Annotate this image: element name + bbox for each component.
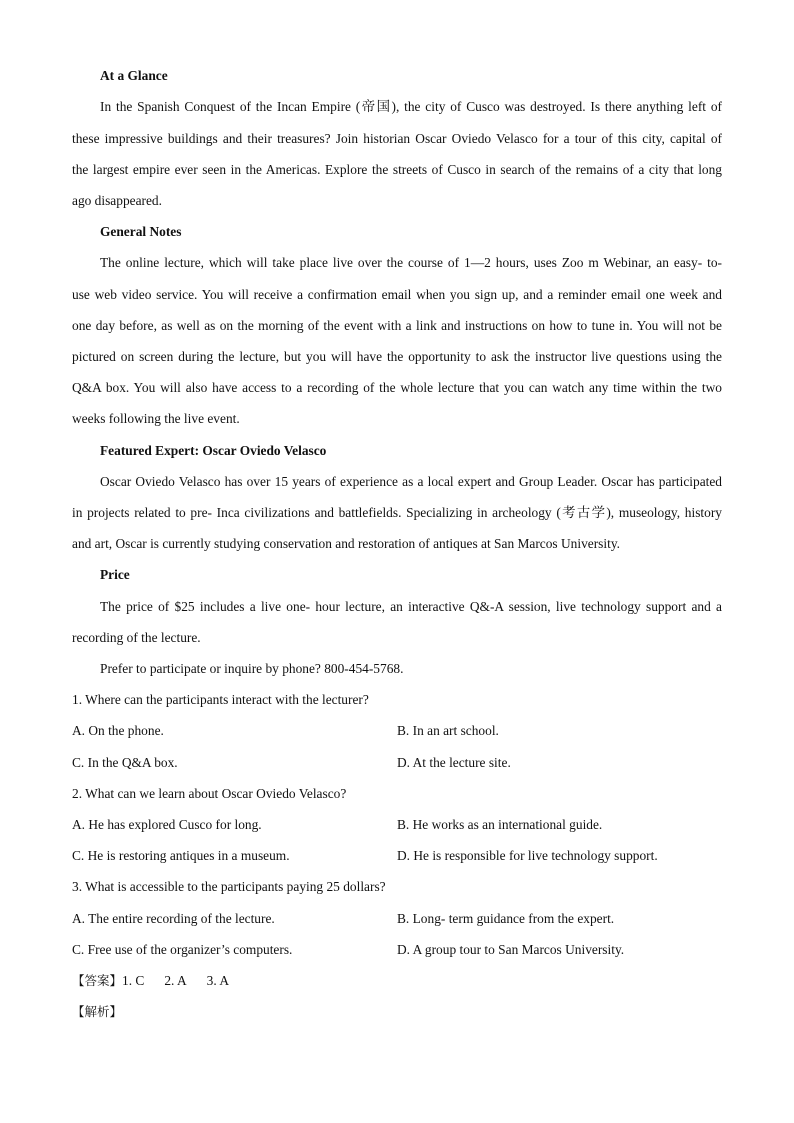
- option-1d: D. At the lecture site.: [397, 755, 511, 770]
- phone-line: Prefer to participate or inquire by phone? 800-454-5768.: [100, 661, 404, 676]
- notes-line: weeks following the live event.: [72, 411, 240, 426]
- glance-line: the largest empire ever seen in the Americas. Explore the streets of Cusco in search of the remains of a city that long: [72, 162, 722, 177]
- question-stem-2: 2. What can we learn about Oscar Oviedo Velasco?: [72, 786, 347, 801]
- glance-line: ago disappeared.: [72, 193, 162, 208]
- expert-line: and art, Oscar is currently studying conservation and restoration of antiques at San Marcos University.: [72, 536, 621, 551]
- heading-general-notes: General Notes: [100, 224, 182, 239]
- price-line: recording of the lecture.: [72, 630, 201, 645]
- analysis-label: 【解析】: [72, 1004, 123, 1019]
- option-2a: A. He has explored Cusco for long.: [72, 817, 262, 832]
- question-stem-1: 1. Where can the participants interact with the lecturer?: [72, 692, 369, 707]
- heading-price: Price: [100, 567, 130, 582]
- option-3d: D. A group tour to San Marcos University.: [397, 942, 625, 957]
- option-2b: B. He works as an international guide.: [397, 817, 603, 832]
- option-2c: C. He is restoring antiques in a museum.: [72, 848, 290, 863]
- notes-line: pictured on screen during the lecture, but you will have the opportunity to ask the instructor live questions using the: [72, 349, 722, 364]
- option-2d: D. He is responsible for live technology support.: [397, 848, 658, 863]
- answer-item: 1. C: [122, 973, 145, 988]
- option-1b: B. In an art school.: [397, 723, 499, 738]
- notes-line: use web video service. You will receive a confirmation email when you sign up, and a reminder email one week and: [72, 287, 722, 302]
- option-1a: A. On the phone.: [72, 723, 164, 738]
- price-line: The price of $25 includes a live one- hour lecture, an interactive Q&-A session, live technology support and a: [100, 599, 722, 614]
- heading-at-a-glance: At a Glance: [100, 68, 168, 83]
- answer-line: [72, 973, 722, 989]
- option-3a: A. The entire recording of the lecture.: [72, 911, 275, 926]
- heading-featured-expert: Featured Expert: Oscar Oviedo Velasco: [100, 443, 327, 458]
- answer-label: 【答案】: [72, 973, 123, 988]
- option-1c: C. In the Q&A box.: [72, 755, 178, 770]
- expert-line: Oscar Oviedo Velasco has over 15 years of experience as a local expert and Group Leader. Oscar has participated: [100, 474, 722, 489]
- answer-item: 3. A: [206, 973, 229, 988]
- glance-line: In the Spanish Conquest of the Incan Empire (帝国), the city of Cusco was destroyed. Is there anything left of: [100, 99, 722, 114]
- answer-item: 2. A: [164, 973, 187, 988]
- question-stem-3: 3. What is accessible to the participants paying 25 dollars?: [72, 879, 386, 894]
- expert-line: in projects related to pre- Inca civilizations and battlefields. Specializing in archeology (考古学), museology, history: [72, 505, 722, 520]
- notes-line: The online lecture, which will take place live over the course of 1—2 hours, uses Zoo m Webinar, an easy- to-: [100, 255, 722, 270]
- notes-line: one day before, as well as on the morning of the event with a link and instructions on how to tune in. You will not be: [72, 318, 722, 333]
- glance-line: these impressive buildings and their treasures? Join historian Oscar Oviedo Velasco for a tour of this city, capital of: [72, 131, 722, 146]
- notes-line: Q&A box. You will also have access to a recording of the whole lecture that you can watch any time within the two: [72, 380, 722, 395]
- option-3c: C. Free use of the organizer’s computers.: [72, 942, 293, 957]
- option-3b: B. Long- term guidance from the expert.: [397, 911, 615, 926]
